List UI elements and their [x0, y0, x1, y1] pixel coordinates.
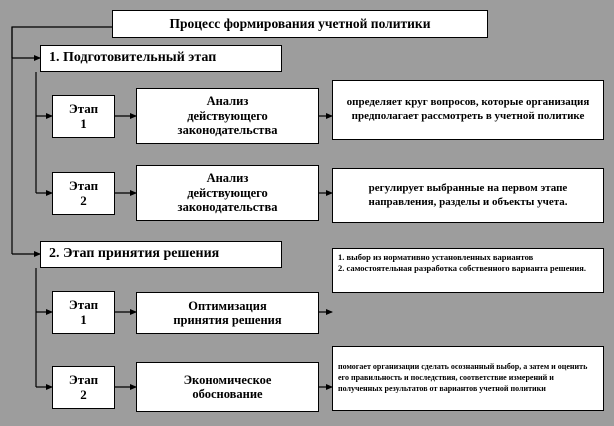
- note-1-text: определяет круг вопросов, которые организация предполагает рассмотреть в учетной политике: [346, 96, 590, 122]
- activity-2-line3: законодательства: [177, 200, 278, 215]
- activity-1-line2: действующего: [187, 108, 268, 123]
- stage-3-number: 1: [80, 311, 87, 327]
- activity-2-line1: Анализ: [206, 171, 249, 186]
- stage-2-label: Этап: [68, 177, 99, 193]
- section-2-decision: [40, 241, 282, 268]
- diagram-title: [112, 10, 488, 38]
- stage-3-label: Этап: [68, 296, 99, 312]
- note-3-line2: 2. самостоятельная разработка собственного варианта решения.: [338, 263, 587, 274]
- stage-4-number: 2: [80, 386, 87, 402]
- stage-1-number: 1: [80, 115, 87, 131]
- note-4-text: помогает организации сделать осознанный выбор, а затем и оценить его правильность и последствия, соответствие измерений и полученных результатов от вариантов учетной политики: [338, 362, 588, 393]
- stage-3-block: [52, 291, 115, 334]
- activity-1-line1: Анализ: [206, 94, 249, 109]
- activity-4-line2: обоснование: [192, 387, 263, 401]
- activity-1-block: [136, 88, 319, 144]
- stage-4-label: Этап: [68, 371, 99, 387]
- activity-3-line1: Оптимизация: [188, 298, 267, 313]
- activity-3-line2: принятия решения: [173, 313, 282, 327]
- stage-2-number: 2: [80, 192, 87, 208]
- note-2-block: [332, 168, 604, 223]
- diagram-title-text: Процесс формирования учетной политики: [169, 16, 431, 32]
- activity-1-line3: законодательства: [177, 123, 278, 138]
- activity-2-line2: действующего: [187, 185, 268, 200]
- section-2-label: 2. Этап принятия решения: [49, 246, 220, 262]
- activity-4-block: [136, 362, 319, 412]
- section-1-preparatory: [40, 45, 282, 72]
- note-3-line1: 1. выбор из нормативно установленных вариантов: [338, 252, 534, 262]
- stage-2-block: [52, 172, 115, 215]
- stage-1-label: Этап: [68, 100, 99, 116]
- activity-4-line1: Экономическое: [183, 372, 272, 387]
- stage-1-block: [52, 95, 115, 138]
- activity-3-block: [136, 292, 319, 334]
- activity-2-block: [136, 165, 319, 221]
- note-4-block: [332, 346, 604, 411]
- stage-4-block: [52, 366, 115, 409]
- note-2-text: регулирует выбранные на первом этапе направления, разделы и объекты учета.: [368, 181, 568, 208]
- note-1-block: [332, 80, 604, 140]
- note-3-block: [332, 248, 604, 293]
- section-1-label: 1. Подготовительный этап: [49, 50, 217, 66]
